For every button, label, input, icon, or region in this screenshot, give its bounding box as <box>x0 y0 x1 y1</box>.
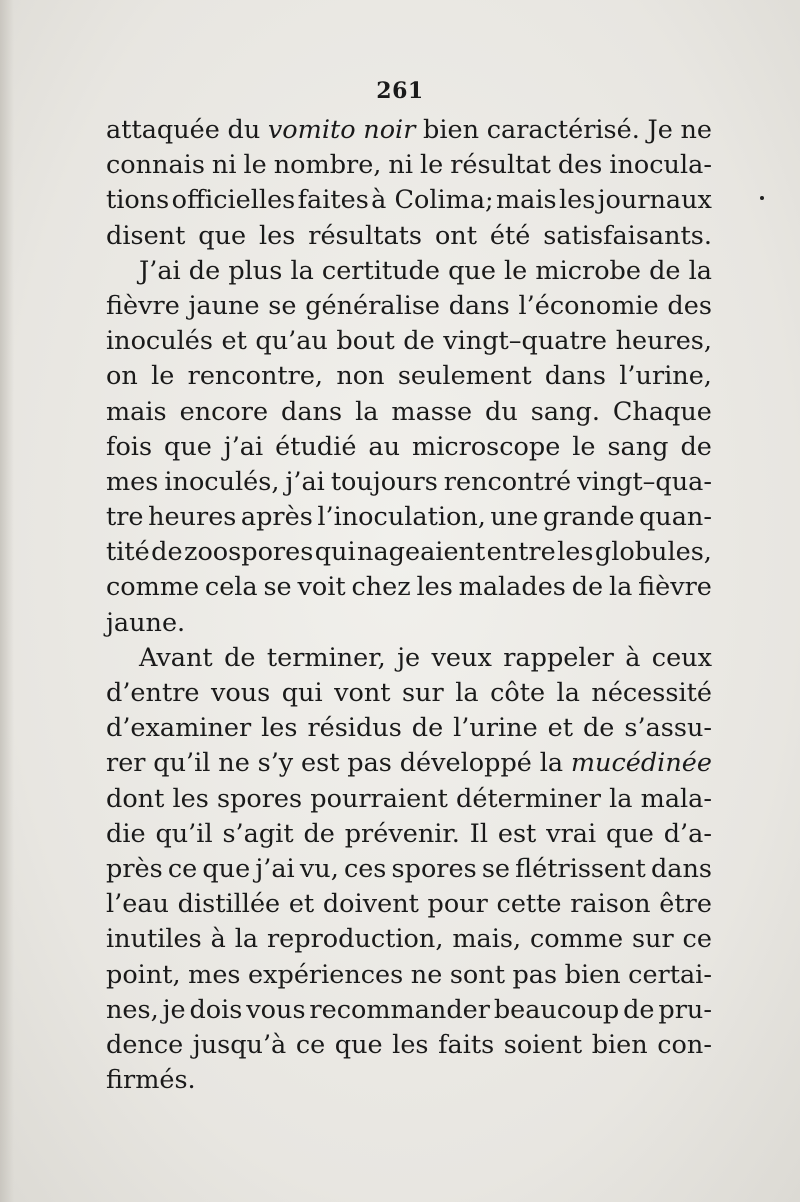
word: attaquée <box>106 115 220 145</box>
word: noir <box>363 115 416 145</box>
word: se <box>481 853 511 884</box>
word: jusqu’à <box>192 1029 287 1060</box>
text-line <box>106 711 712 746</box>
word: mais <box>495 185 557 216</box>
text-line <box>106 746 712 781</box>
word: mala- <box>640 783 712 814</box>
word: spores <box>391 853 477 884</box>
word: de <box>151 537 183 568</box>
word: microbe <box>535 255 641 286</box>
word: inoculés <box>106 326 213 357</box>
word: des <box>557 150 603 181</box>
word: inutiles <box>106 924 202 955</box>
word: flétrissent <box>515 853 646 884</box>
text-line <box>106 465 712 500</box>
word: fois <box>106 431 153 462</box>
word: ce <box>682 924 712 955</box>
word: Avant <box>139 642 213 673</box>
word: bien <box>564 959 621 990</box>
word: les <box>172 783 209 814</box>
text-line <box>106 113 712 148</box>
word: la <box>609 783 633 814</box>
word: sang. <box>530 396 600 427</box>
word: toujours <box>330 466 438 497</box>
word: que <box>164 431 212 462</box>
word: die <box>106 818 146 849</box>
body-text <box>106 113 712 1098</box>
text-line <box>106 606 712 641</box>
word: inoculés, <box>164 466 280 497</box>
word: le <box>572 431 596 462</box>
word: vous <box>210 678 271 708</box>
word: j’ai <box>223 431 264 462</box>
word: du <box>485 396 518 427</box>
word: fièvre <box>638 572 712 603</box>
word: sont <box>449 959 505 990</box>
word: dence <box>106 1029 184 1060</box>
word: développé <box>399 748 532 779</box>
word: heures <box>148 502 237 533</box>
word: de <box>623 994 655 1025</box>
word: qu’au <box>255 326 328 357</box>
word: ne <box>680 115 712 145</box>
word: bout <box>336 326 395 357</box>
word: faits <box>438 1029 495 1060</box>
text-line <box>106 852 712 887</box>
word: voit <box>297 572 346 603</box>
word: été <box>489 220 531 251</box>
word: rappeler <box>503 642 614 673</box>
word: vont <box>334 678 391 708</box>
word: côte <box>490 678 546 708</box>
word: la <box>556 678 580 708</box>
text-line <box>106 535 712 570</box>
word: Chaque <box>612 396 712 427</box>
word: entre <box>486 537 556 568</box>
word: vingt–qua- <box>577 466 712 497</box>
text-line <box>106 887 712 922</box>
word: dans <box>448 290 510 321</box>
word: étudié <box>275 431 357 462</box>
word: seulement <box>397 361 532 392</box>
word: dont <box>106 783 165 814</box>
word: rer <box>106 748 146 779</box>
word: ce <box>167 853 198 884</box>
word: cette <box>496 889 562 920</box>
word: ont <box>434 220 477 251</box>
ink-speck <box>760 196 764 200</box>
word: pour <box>427 889 488 920</box>
word: grande <box>542 502 635 533</box>
word: des <box>667 290 712 321</box>
text-line <box>106 359 712 394</box>
word: à <box>625 642 641 673</box>
word: tre <box>106 502 144 533</box>
word: Je <box>647 115 673 145</box>
text-line <box>106 148 712 183</box>
word: con- <box>657 1029 712 1060</box>
word: la <box>234 924 259 955</box>
word: j’ai <box>255 853 295 884</box>
word: on <box>106 361 138 392</box>
word: de <box>188 255 221 286</box>
word: J’ai <box>139 255 181 286</box>
word: soient <box>503 1029 583 1060</box>
word: point, <box>106 959 181 990</box>
word: la <box>290 255 314 286</box>
word: Il <box>469 818 489 849</box>
word: l’économie <box>518 290 659 321</box>
word: les <box>261 713 298 744</box>
word: plus <box>228 255 283 286</box>
word: qui <box>281 678 323 708</box>
word: s’agit <box>222 818 294 849</box>
word: malades <box>458 572 566 603</box>
word: ni <box>388 150 413 181</box>
word: nombre, <box>273 150 382 181</box>
text-line <box>106 782 712 817</box>
word: de <box>571 572 604 603</box>
word: fièvre <box>106 290 180 321</box>
text-line <box>106 254 712 289</box>
text-line <box>106 289 712 324</box>
word: comme <box>529 924 624 955</box>
word: généralise <box>305 290 440 321</box>
word: certai- <box>628 959 712 990</box>
word: pas <box>347 748 392 779</box>
word: se <box>268 290 297 321</box>
word: de <box>411 713 444 744</box>
word: bien <box>423 115 480 145</box>
word: spores <box>216 783 303 814</box>
word: d’examiner <box>106 713 252 744</box>
word: inocula- <box>609 150 712 181</box>
word: les <box>259 220 296 251</box>
word: mes <box>106 466 159 497</box>
word: de <box>582 713 615 744</box>
word: que <box>202 853 251 884</box>
word: mucédinée <box>570 748 712 779</box>
text-line <box>106 1028 712 1063</box>
word: l’eau <box>106 889 169 920</box>
text-line <box>106 430 712 465</box>
text-line <box>106 993 712 1028</box>
word: rencontre, <box>187 361 324 392</box>
word: que <box>606 818 654 849</box>
word: une <box>490 502 539 533</box>
word: tité <box>106 537 150 568</box>
word: pru- <box>658 994 712 1025</box>
word: firmés. <box>106 1065 196 1096</box>
text-line <box>106 395 712 430</box>
word: pourraient <box>310 783 448 814</box>
text-line <box>106 958 712 993</box>
page-number: 261 <box>376 78 424 104</box>
word: encore <box>179 396 269 427</box>
text-line <box>106 500 712 535</box>
word: mais, <box>452 924 522 955</box>
word: près <box>106 853 163 884</box>
word: de <box>649 255 681 286</box>
word: de <box>303 818 335 849</box>
word: recommander <box>309 994 490 1025</box>
word: de <box>403 326 435 357</box>
word: à <box>210 924 226 955</box>
word: la <box>455 678 479 708</box>
word: vu, <box>299 853 339 884</box>
word: est <box>497 818 537 849</box>
word: l’inoculation, <box>317 502 486 533</box>
word: l’urine <box>453 713 538 744</box>
word: se <box>263 572 292 603</box>
word: officielles <box>171 185 296 216</box>
word: les <box>416 572 453 603</box>
word: distillée <box>177 889 281 920</box>
word: vrai <box>546 818 597 849</box>
word: d’a- <box>663 818 712 849</box>
word: au <box>368 431 401 462</box>
word: sur <box>631 924 674 955</box>
word: qu’il <box>155 818 213 849</box>
word: pas <box>512 959 558 990</box>
word: doivent <box>322 889 419 920</box>
paragraph <box>106 113 712 254</box>
word: quan- <box>638 502 712 533</box>
word: du <box>227 115 261 145</box>
word: vomito <box>267 115 356 145</box>
word: j’ai <box>285 466 325 497</box>
word: je <box>162 994 186 1025</box>
text-line <box>106 641 712 676</box>
word: après <box>240 502 313 533</box>
word: vous <box>246 994 306 1025</box>
text-line <box>106 183 712 218</box>
word: les <box>392 1029 429 1060</box>
word: à Colima; <box>371 185 494 216</box>
word: masse <box>391 396 473 427</box>
text-line <box>106 922 712 957</box>
word: certitude <box>321 255 440 286</box>
word: jaune <box>188 290 260 321</box>
word: déterminer <box>456 783 601 814</box>
word: comme <box>106 572 200 603</box>
word: ne <box>218 748 250 779</box>
paragraph <box>106 254 712 641</box>
word: est <box>301 748 340 779</box>
word: et <box>547 713 574 744</box>
word: beaucoup <box>493 994 620 1025</box>
word: heures, <box>615 326 712 357</box>
word: s’assu- <box>624 713 712 744</box>
word: prévenir. <box>344 818 460 849</box>
word: qui <box>314 537 356 568</box>
word: la <box>355 396 379 427</box>
word: s’y <box>257 748 294 779</box>
word: l’urine, <box>619 361 712 392</box>
word: la <box>608 572 633 603</box>
word: que <box>334 1029 383 1060</box>
word: veux <box>431 642 492 673</box>
word: dans <box>281 396 343 427</box>
page-gutter-shadow <box>0 0 14 1202</box>
word: je <box>397 642 421 673</box>
word: terminer, <box>266 642 386 673</box>
word: ce <box>295 1029 326 1060</box>
word: nageaient <box>357 537 486 568</box>
word: les <box>558 185 596 216</box>
paragraph <box>106 641 712 1098</box>
word: résidus <box>307 713 402 744</box>
word: être <box>659 889 712 920</box>
word: qu’il <box>153 748 211 779</box>
word: le <box>419 150 444 181</box>
text-line <box>106 676 712 711</box>
word: le <box>243 150 267 181</box>
word: jaune. <box>106 607 186 638</box>
word: rencontré <box>443 466 572 497</box>
word: journaux <box>597 185 712 216</box>
word: dans <box>544 361 606 392</box>
word: sang <box>607 431 669 462</box>
word: résultat <box>450 150 551 181</box>
word: connais <box>106 150 205 181</box>
word: dois <box>189 994 243 1025</box>
word: mes <box>188 959 241 990</box>
word: de <box>680 431 712 462</box>
text-line <box>106 324 712 359</box>
word: nécessité <box>591 678 712 708</box>
word: bien <box>591 1029 648 1060</box>
word: ne <box>410 959 443 990</box>
word: ni <box>211 150 237 181</box>
word: le <box>151 361 175 392</box>
word: expériences <box>248 959 404 990</box>
word: reproduction, <box>266 924 444 955</box>
word: caractérisé. <box>486 115 640 145</box>
word: globules, <box>594 537 712 568</box>
text-line <box>106 817 712 852</box>
text-line <box>106 570 712 605</box>
word: et <box>288 889 315 920</box>
word: zoospores <box>184 537 314 568</box>
text-line <box>106 1063 712 1098</box>
word: résultats <box>308 220 423 251</box>
word: les <box>557 537 594 568</box>
word: de <box>224 642 256 673</box>
word: microscope <box>412 431 561 462</box>
word: non <box>336 361 385 392</box>
word: que <box>448 255 496 286</box>
word: nes, <box>106 994 159 1025</box>
word: chez <box>351 572 411 603</box>
word: la <box>539 748 564 779</box>
word: dans <box>650 853 712 884</box>
word: mais <box>106 396 167 427</box>
word: ces <box>343 853 387 884</box>
word: disent <box>106 220 186 251</box>
word: que <box>198 220 247 251</box>
word: d’entre <box>106 678 200 708</box>
word: satisfaisants. <box>543 220 712 251</box>
word: raison <box>570 889 651 920</box>
word: vingt–quatre <box>443 326 608 357</box>
word: tions <box>106 185 170 216</box>
word: la <box>688 255 712 286</box>
text-line <box>106 219 712 254</box>
word: faites <box>297 185 369 216</box>
word: ceux <box>651 642 712 673</box>
word: et <box>221 326 247 357</box>
word: sur <box>402 678 444 708</box>
word: le <box>504 255 528 286</box>
word: cela <box>204 572 258 603</box>
